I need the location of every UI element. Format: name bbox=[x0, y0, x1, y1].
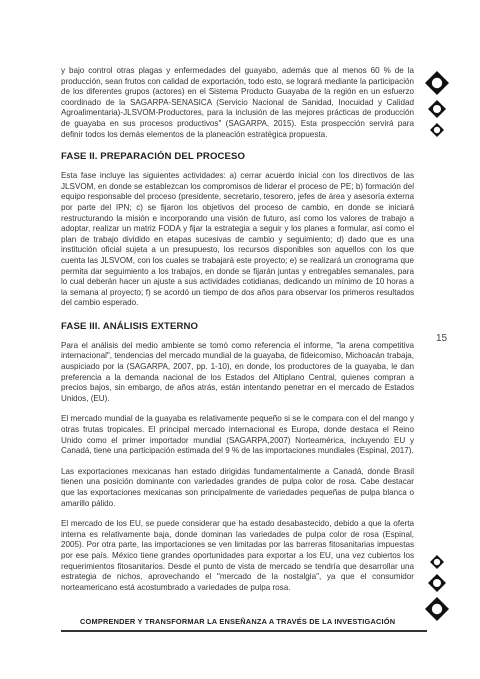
diamond-ornament-icon bbox=[429, 122, 445, 138]
section-3-heading: FASE III. ANÁLISIS EXTERNO bbox=[61, 320, 199, 332]
body-text bbox=[61, 66, 414, 603]
page-number: 15 bbox=[436, 333, 448, 344]
section-3-paragraph-4: El mercado de los EU, se puede considerar que ha estado desabastecido, debido a que la oferta interna es relativamente baja, donde dominan las variedades de pulpa color de rosa (Espinal, 2005). Por otra parte, las importaciones se ven limitadas por las barreras fitosanitarias impuestas por ese país. México tiene grandes oportunidades para exportar a los EU, una vez cubiertos los requerimientos fitosanitarios. Desde el punto de vista de mercado se tendría que desarrollar una estrategia de nichos, aprovechando el "mercado de la nostalgia", ya que el consumidor norteamericano está acostumbrado a variedades de pulpa rosa. bbox=[61, 519, 414, 592]
section-2-heading: FASE II. PREPARACIÓN DEL PROCESO bbox=[61, 151, 246, 163]
diamond-ornament-icon bbox=[427, 573, 447, 593]
footer-book-title: COMPRENDER Y TRANSFORMAR LA ENSEÑANZA A TRAVÉS DE LA INVESTIGACIÓN bbox=[80, 617, 396, 626]
ornament-group-top bbox=[424, 70, 450, 141]
footer-rule bbox=[61, 630, 427, 632]
section-3-paragraph-2: El mercado mundial de la guayaba es relativamente pequeño si se le compara con el del mango y otras frutas tropicales. El principal mercado internacional es Europa, donde destaca el Reino Unido como el primer importador mundial (SAGARPA,2007) Norteamérica, incluyendo EU y Canadá, tiene una participación estimada del 9 % de las importaciones mundiales (Espinal, 2017). bbox=[61, 414, 414, 456]
diamond-ornament-icon bbox=[424, 596, 450, 622]
section-3-paragraph-1: Para el análisis del medio ambiente se tomó como referencia el informe, "la arena competitiva internacional", tendencias del mercado mundial de la guayaba, de fideicomiso, Michoacán trabaja, auspiciado por la (SAGARPA, 2007, pp. 1-10), en donde, los productores de la guayaba, le dan preferencia a la demanda nacional de los Estados del Altiplano Central, quienes compran a precios bajos, sin embargo, de años atrás, están intentando penetrar en el mercado de Estados Unidos, (EU). bbox=[61, 340, 414, 403]
diamond-ornament-icon bbox=[424, 70, 450, 96]
section-2-paragraph: Esta fase incluye las siguientes actividades: a) cerrar acuerdo inicial con los directivos de las JLSVOM, en donde se establezcan los compromisos de liderar el proceso de PE; b) formación del equipo responsable del proceso (presidente, secretario, tesorero, jefes de área y asesoría externa por parte del IPN; c) se fijaron los objetivos del proceso de cambio, en donde se iniciará restructurando la misión e incorporando una visión de futuro, así como los valores de trabajo a adoptar, realizar un matriz FODA y fijar la estrategia a seguir y los planes a formular, así como el plan de trabajo dividido en etapas sucesivas de cambio y seguimiento; d) dado que es una institución oficial sujeta a un presupuesto, los recursos disponibles son aquellos con los que cuenta las JLSVOM, con los cuales se trabajará este proyecto; e) se realizará un cronograma que permita dar seguimiento a los trabajos, en donde se fijarán juntas y entregables semanales, para lo cual deberán hacer un ajuste a sus actividades cotidianas, dedicando un mínimo de 10 horas a la semana al proyecto; f) se acordó un tiempo de dos años para observar los primeros resultados del cambio esperado. bbox=[61, 171, 414, 308]
diamond-ornament-icon bbox=[427, 99, 447, 119]
section-3-paragraph-3: Las exportaciones mexicanas han estado dirigidas fundamentalmente a Canadá, donde Brasil tienen una posición dominante con variedades grandes de pulpa color de rosa. Cabe destacar que las exportaciones mexicanas son principalmente de variedades pequeñas de pulpa blanca o amarillo pálido. bbox=[61, 466, 414, 508]
intro-paragraph: y bajo control otras plagas y enfermedades del guayabo, además que al menos 60 % de la producción, sean frutos con calidad de exportación, todo esto, se logrará mediante la participación de los diferentes grupos (actores) en el Sistema Producto Guayaba de la región en un esfuerzo coordinado de la SAGARPA-SENASICA (Servicio Nacional de Sanidad, Inocuidad y Calidad Agroalimentaria)-JLSVOM-Productores, para la inclusión de las mejores prácticas de producción de guayaba en sus procesos productivos" (SAGARPA, 2015). Esta prospección servirá para definir todos los demás elementos de la planeación estratégica propuesta. bbox=[61, 66, 414, 139]
ornament-group-bottom bbox=[424, 554, 450, 625]
diamond-ornament-icon bbox=[429, 554, 445, 570]
